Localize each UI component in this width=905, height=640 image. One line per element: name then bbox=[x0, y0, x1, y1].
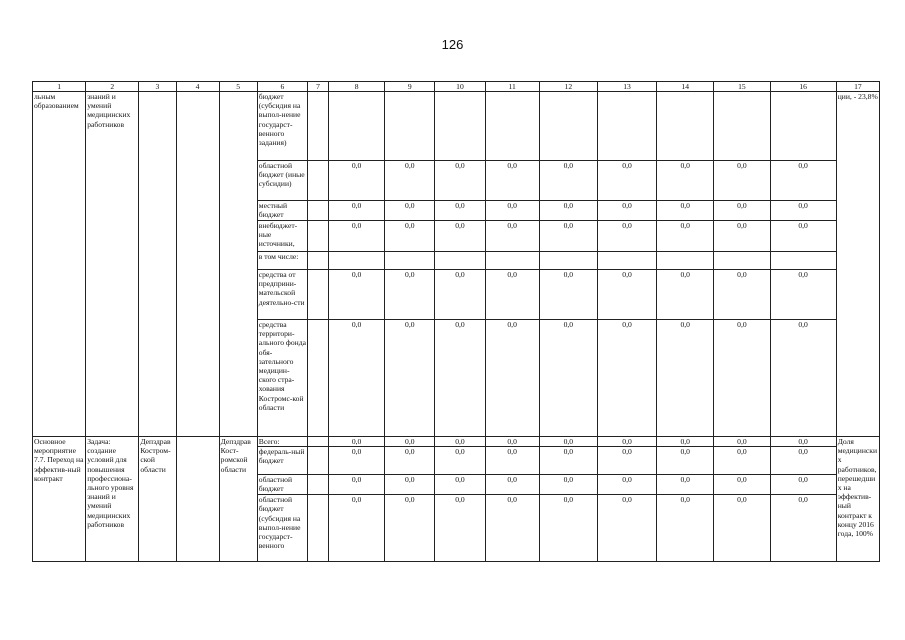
value-cell: 0,0 bbox=[657, 320, 714, 437]
value-cell: 0,0 bbox=[329, 320, 385, 437]
value-cell: 0,0 bbox=[597, 221, 656, 252]
column-header: 11 bbox=[485, 82, 539, 92]
value-cell: 0,0 bbox=[770, 201, 836, 221]
empty-cell bbox=[307, 320, 328, 437]
value-cell: 0,0 bbox=[770, 447, 836, 475]
funding-source-cell: местный бюджет bbox=[257, 201, 307, 221]
value-cell: 0,0 bbox=[385, 447, 435, 475]
value-cell: 0,0 bbox=[714, 447, 770, 475]
value-cell: 0,0 bbox=[485, 201, 539, 221]
empty-cell bbox=[176, 92, 219, 437]
value-cell: 0,0 bbox=[657, 495, 714, 562]
value-cell bbox=[657, 252, 714, 270]
value-cell: 0,0 bbox=[657, 475, 714, 495]
value-cell: 0,0 bbox=[714, 221, 770, 252]
value-cell: 0,0 bbox=[539, 161, 597, 201]
value-cell: 0,0 bbox=[385, 475, 435, 495]
value-cell: 0,0 bbox=[329, 201, 385, 221]
funding-source-cell: федераль-ный бюджет bbox=[257, 447, 307, 475]
value-cell: 0,0 bbox=[714, 270, 770, 320]
column-header: 3 bbox=[139, 82, 176, 92]
funding-source-cell: областной бюджет (субсидия на выпол-нение государст-венного bbox=[257, 495, 307, 562]
column-header: 17 bbox=[836, 82, 879, 92]
value-cell: 0,0 bbox=[597, 437, 656, 447]
funding-table bbox=[32, 81, 880, 562]
value-cell: 0,0 bbox=[385, 221, 435, 252]
funding-source-cell: средства от предприни-мательской деятельно-сти bbox=[257, 270, 307, 320]
value-cell: 0,0 bbox=[539, 270, 597, 320]
value-cell: 0,0 bbox=[657, 447, 714, 475]
value-cell: 0,0 bbox=[435, 437, 485, 447]
value-cell bbox=[714, 92, 770, 161]
value-cell: 0,0 bbox=[329, 447, 385, 475]
value-cell: 0,0 bbox=[770, 495, 836, 562]
column-header: 9 bbox=[385, 82, 435, 92]
value-cell: 0,0 bbox=[485, 475, 539, 495]
value-cell: 0,0 bbox=[539, 221, 597, 252]
column-header: 15 bbox=[714, 82, 770, 92]
column-header: 1 bbox=[33, 82, 86, 92]
value-cell: 0,0 bbox=[539, 475, 597, 495]
value-cell bbox=[385, 92, 435, 161]
value-cell: 0,0 bbox=[329, 437, 385, 447]
value-cell: 0,0 bbox=[485, 221, 539, 252]
value-cell: 0,0 bbox=[714, 161, 770, 201]
value-cell: 0,0 bbox=[329, 161, 385, 201]
empty-cell bbox=[307, 221, 328, 252]
value-cell: 0,0 bbox=[714, 320, 770, 437]
value-cell: 0,0 bbox=[770, 437, 836, 447]
funding-source-cell: областной бюджет (иные субсидии) bbox=[257, 161, 307, 201]
value-cell: 0,0 bbox=[657, 221, 714, 252]
value-cell: 0,0 bbox=[597, 475, 656, 495]
empty-cell bbox=[307, 475, 328, 495]
column-header: 16 bbox=[770, 82, 836, 92]
empty-cell bbox=[307, 92, 328, 161]
value-cell: 0,0 bbox=[770, 270, 836, 320]
value-cell bbox=[435, 252, 485, 270]
value-cell bbox=[329, 92, 385, 161]
empty-cell bbox=[307, 270, 328, 320]
column-header: 14 bbox=[657, 82, 714, 92]
value-cell: 0,0 bbox=[714, 495, 770, 562]
value-cell bbox=[539, 252, 597, 270]
column-header: 8 bbox=[329, 82, 385, 92]
value-cell: 0,0 bbox=[329, 495, 385, 562]
value-cell: 0,0 bbox=[485, 437, 539, 447]
indicator-cell: ции, - 23,8% bbox=[836, 92, 879, 437]
column-header: 2 bbox=[86, 82, 139, 92]
column-header: 6 bbox=[257, 82, 307, 92]
value-cell bbox=[385, 252, 435, 270]
responsible-cell: Депздрав Кост-ромской области bbox=[219, 437, 257, 562]
value-cell: 0,0 bbox=[539, 437, 597, 447]
value-cell: 0,0 bbox=[435, 320, 485, 437]
value-cell bbox=[485, 252, 539, 270]
table-row bbox=[33, 437, 880, 447]
value-cell: 0,0 bbox=[329, 475, 385, 495]
header-row bbox=[33, 82, 880, 92]
empty-cell bbox=[307, 252, 328, 270]
value-cell bbox=[770, 252, 836, 270]
executor-cell: Депздрав Костром-ской области bbox=[139, 437, 176, 562]
indicator-cell: Доля медицинских работников, перешедших на эффектив-ный контракт к концу 2016 года, 100% bbox=[836, 437, 879, 562]
column-header: 7 bbox=[307, 82, 328, 92]
task-cell: знаний и умений медицинских работников bbox=[86, 92, 139, 437]
value-cell: 0,0 bbox=[597, 270, 656, 320]
value-cell: 0,0 bbox=[597, 447, 656, 475]
measure-name-cell: Основное мероприятие 7.7. Переход на эффектив-ный контракт bbox=[33, 437, 86, 562]
value-cell: 0,0 bbox=[385, 270, 435, 320]
column-header: 13 bbox=[597, 82, 656, 92]
task-cell: Задача: создание условий для повышения профессиона-льного уровня знаний и умений медицинских работников bbox=[86, 437, 139, 562]
column-header: 12 bbox=[539, 82, 597, 92]
empty-cell bbox=[307, 447, 328, 475]
empty-cell bbox=[307, 495, 328, 562]
value-cell bbox=[597, 252, 656, 270]
value-cell bbox=[714, 252, 770, 270]
page-number: 126 bbox=[441, 37, 464, 52]
value-cell: 0,0 bbox=[435, 475, 485, 495]
funding-source-cell: областной бюджет bbox=[257, 475, 307, 495]
value-cell: 0,0 bbox=[657, 161, 714, 201]
value-cell: 0,0 bbox=[485, 161, 539, 201]
empty-cell bbox=[307, 437, 328, 447]
value-cell: 0,0 bbox=[597, 161, 656, 201]
value-cell bbox=[597, 92, 656, 161]
value-cell bbox=[435, 92, 485, 161]
value-cell: 0,0 bbox=[714, 201, 770, 221]
value-cell: 0,0 bbox=[714, 475, 770, 495]
value-cell: 0,0 bbox=[770, 161, 836, 201]
value-cell: 0,0 bbox=[539, 320, 597, 437]
value-cell bbox=[485, 92, 539, 161]
funding-source-cell: средства территори-ального фонда обя-зательного медицин-ского стра-хования Костромс-кой области bbox=[257, 320, 307, 437]
value-cell: 0,0 bbox=[385, 495, 435, 562]
value-cell: 0,0 bbox=[385, 320, 435, 437]
value-cell bbox=[657, 92, 714, 161]
value-cell: 0,0 bbox=[385, 161, 435, 201]
value-cell: 0,0 bbox=[657, 437, 714, 447]
value-cell: 0,0 bbox=[329, 270, 385, 320]
column-header: 5 bbox=[219, 82, 257, 92]
funding-source-cell: Всего: bbox=[257, 437, 307, 447]
value-cell: 0,0 bbox=[385, 201, 435, 221]
value-cell: 0,0 bbox=[597, 495, 656, 562]
funding-source-cell: внебюджет-ные источники, bbox=[257, 221, 307, 252]
table-row bbox=[33, 92, 880, 161]
value-cell: 0,0 bbox=[435, 201, 485, 221]
value-cell: 0,0 bbox=[435, 447, 485, 475]
responsible-cell bbox=[219, 92, 257, 437]
value-cell: 0,0 bbox=[435, 221, 485, 252]
value-cell: 0,0 bbox=[539, 447, 597, 475]
value-cell: 0,0 bbox=[435, 495, 485, 562]
value-cell: 0,0 bbox=[435, 270, 485, 320]
value-cell: 0,0 bbox=[485, 495, 539, 562]
column-header: 10 bbox=[435, 82, 485, 92]
value-cell bbox=[770, 92, 836, 161]
value-cell: 0,0 bbox=[597, 320, 656, 437]
empty-cell bbox=[307, 201, 328, 221]
value-cell: 0,0 bbox=[657, 201, 714, 221]
value-cell bbox=[329, 252, 385, 270]
value-cell: 0,0 bbox=[435, 161, 485, 201]
value-cell: 0,0 bbox=[329, 221, 385, 252]
value-cell: 0,0 bbox=[539, 201, 597, 221]
funding-source-cell: бюджет (субсидия на выпол-нение государст-венного задания) bbox=[257, 92, 307, 161]
measure-name-cell: льным образованием bbox=[33, 92, 86, 437]
value-cell: 0,0 bbox=[385, 437, 435, 447]
column-header: 4 bbox=[176, 82, 219, 92]
value-cell: 0,0 bbox=[485, 320, 539, 437]
value-cell: 0,0 bbox=[485, 447, 539, 475]
value-cell: 0,0 bbox=[539, 495, 597, 562]
value-cell: 0,0 bbox=[714, 437, 770, 447]
value-cell: 0,0 bbox=[657, 270, 714, 320]
value-cell: 0,0 bbox=[597, 201, 656, 221]
executor-cell bbox=[139, 92, 176, 437]
value-cell: 0,0 bbox=[770, 320, 836, 437]
empty-cell bbox=[307, 161, 328, 201]
value-cell: 0,0 bbox=[770, 221, 836, 252]
value-cell: 0,0 bbox=[485, 270, 539, 320]
empty-cell bbox=[176, 437, 219, 562]
value-cell bbox=[539, 92, 597, 161]
funding-source-cell: в том числе: bbox=[257, 252, 307, 270]
value-cell: 0,0 bbox=[770, 475, 836, 495]
